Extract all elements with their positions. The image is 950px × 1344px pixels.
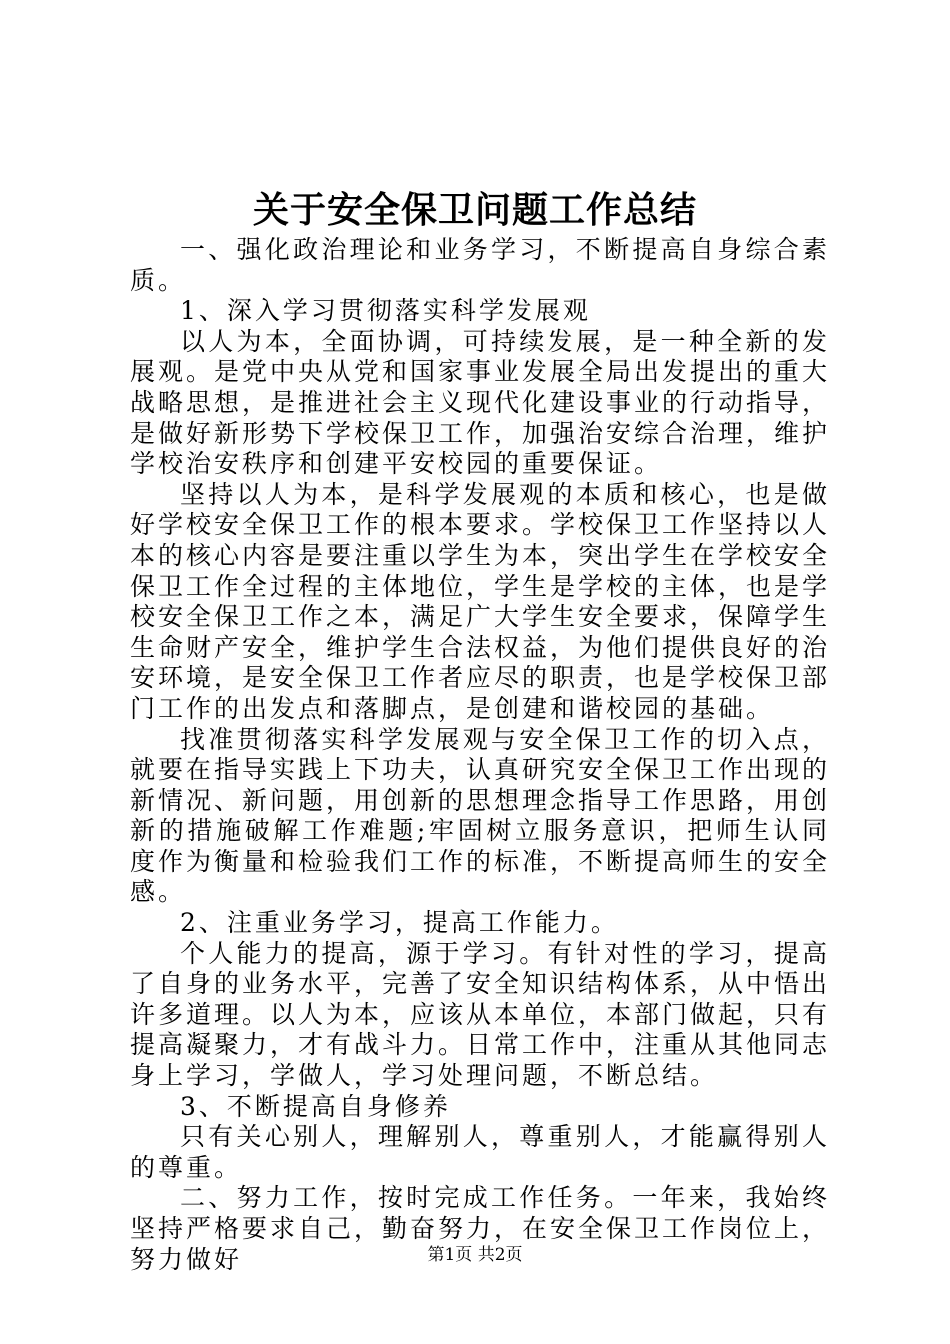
body-paragraph: 坚持以人为本，是科学发展观的本质和核心，也是做好学校安全保卫工作的根本要求。学校保卫工作坚持以人本的核心内容是要注重以学生为本，突出学生在学校安全保卫工作全过程的主体地位，学生是学校的主体，也是学校安全保卫工作之本，满足广大学生安全要求，保障学生生命财产安全，维护学生合法权益，为他们提供良好的治安环境，是安全保卫工作者应尽的职责，也是学校保卫部门工作的出发点和落脚点，是创建和谐校园的基础。 bbox=[130, 479, 831, 723]
section-heading-1: 一、强化政治理论和业务学习，不断提高自身综合素质。 bbox=[130, 235, 830, 295]
subsection-heading-3: 3、不断提高自身修养 bbox=[180, 1091, 451, 1121]
page-footer: 第1页 共2页 bbox=[427, 1245, 523, 1265]
body-paragraph: 只有关心别人，理解别人，尊重别人，才能赢得别人的尊重。 bbox=[130, 1122, 830, 1182]
document-title: 关于安全保卫问题工作总结 bbox=[252, 189, 697, 231]
subsection-heading-1: 1、深入学习贯彻落实科学发展观 bbox=[180, 296, 591, 326]
document-body bbox=[130, 235, 830, 1275]
section-heading-2: 二、努力工作，按时完成工作任务。一年来，我始终坚持严格要求自己，勤奋努力，在安全保卫工作岗位上，努力做好 bbox=[130, 1183, 831, 1274]
body-paragraph: 个人能力的提高，源于学习。有针对性的学习，提高了自身的业务水平，完善了安全知识结构体系，从中悟出许多道理。以人为本，应该从本单位，本部门做起，只有提高凝聚力，才有战斗力。日常工作中，注重从其他同志身上学习，学做人，学习处理问题，不断总结。 bbox=[130, 938, 831, 1091]
body-paragraph: 以人为本，全面协调，可持续发展，是一种全新的发展观。是党中央从党和国家事业发展全局出发提出的重大战略思想，是推进社会主义现代化建设事业的行动指导，是做好新形势下学校保卫工作，加强治安综合治理，维护学校治安秩序和创建平安校园的重要保证。 bbox=[130, 326, 831, 479]
body-paragraph: 找准贯彻落实科学发展观与安全保卫工作的切入点，就要在指导实践上下功夫，认真研究安全保卫工作出现的新情况、新问题，用创新的思想理念指导工作思路，用创新的措施破解工作难题;牢固树立服务意识，把师生认同度作为衡量和检验我们工作的标准，不断提高师生的安全感。 bbox=[130, 724, 831, 907]
subsection-heading-2: 2、注重业务学习，提高工作能力。 bbox=[180, 908, 619, 938]
